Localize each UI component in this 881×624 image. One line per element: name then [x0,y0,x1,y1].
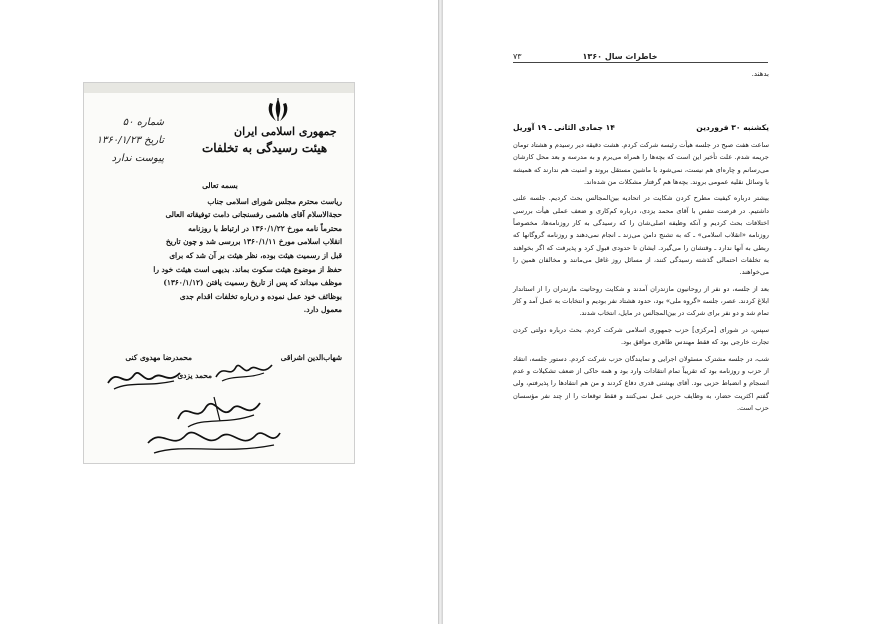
carried-over-line: بدهند. [751,70,769,78]
entry-date-lunar: ۱۴ جمادی الثانی ـ ۱۹ آوریل [513,123,615,132]
signer-name-2: شهاب‌الدین اشراقی [280,353,342,362]
letter-date: تاریخ ۱۳۶۰/۱/۲۳ [96,135,164,146]
letter-line: موظف میداند که پس از تاریخ رسمیت یافتن (۱۳۶۰/۱/۱۲) [163,278,342,288]
emblem-icon [264,97,292,123]
letter-line: انقلاب اسلامی مورخ ۱۳۶۰/۱/۱۱ بررسی شد و چون تاریخ [165,237,342,247]
letter-line: محترماً نامه مورخ ۱۳۶۰/۱/۲۲ در ارتباط با روزنامه [188,223,342,233]
signer-name-1: محمدرضا مهدوی کنی [125,353,192,362]
left-page [0,0,438,624]
journal-text [513,139,769,418]
running-head: خاطرات سال ۱۳۶۰ [582,52,658,61]
page-number: ۷۳ [513,52,522,61]
letter-line: حجة‌الاسلام آقای هاشمی رفسنجانی دامت توفیقاته العالی [165,210,342,220]
letter-salutation: بسمه تعالی [202,181,238,190]
letter-body [98,179,342,317]
signer-name-3: محمد یزدی [177,371,212,380]
letter-line: حفظ از موضوع هیئت سکوت بماند. بدیهی است هیئت خود را [153,264,342,274]
letter-line: ریاست محترم مجلس شورای اسلامی جناب [207,196,342,206]
entry-date-solar: یکشنبه ۳۰ فروردین [696,123,769,132]
signature-4 [144,421,284,459]
letter-attachment: پیوست ندارد [111,153,164,164]
signature-2 [104,363,184,393]
letterhead-line-2: هیئت رسیدگی به تخلفات [202,141,328,155]
journal-paragraph: شب، در جلسه مشترک مسئولان اجرایی و نمایندگان حزب شرکت کردم. دستور جلسه، انتقاد از حزب و روزنامه بود که تقریباً تمام انتقادات وارد بود و همه حاکی از ضعف تشکیلات و عدم انسجام و انضباط حزبی بود. آقای بهشتی قدری دفاع کردند و من هم انتقادها را پذیرفتم، ولی گفتم اکثریت حضار، به وظایف حزبی عمل نمی‌کنند و فقط توقعات را از چند نفر مؤسسان حزب است. [513,354,769,412]
scanned-letter [83,82,355,464]
header-rule [513,62,768,63]
letter-line: بوظائف خود عمل نموده و درباره تخلفات اقدام جدی [179,291,342,301]
journal-paragraph: بیشتر درباره کیفیت مطرح کردن شکایت در اتحادیه بین‌المجالس بحث کردیم. جلسه علنی داشتیم. در فرصت تنفس با آقای محمد یزدی، درباره کم‌کاری و ضعف عملی هیأت بررسی اختلافات بحث کردیم و آنکه وظیفه اصلی‌شان را که رسیدگی به کار روزنامه‌ها، مخصوصاً روزنامه «انقلاب اسلامی» ـ که به تشنج دامن می‌زند ـ انجام نمی‌دهند و روزنامه گروگانها که ربطی به آنها ندارد ـ وقتشان را می‌گیرد. ایشان تا حدودی قبول کرد و پذیرفت که اگر بخواهند به تخلفات احتمالی گذشته رسیدگی کنند، از مسائل روز غافل می‌مانند و مخالفان همین را می‌خواهند. [513,194,769,277]
signature-1 [214,359,274,383]
letter-number: شماره ۵۰ [122,117,164,128]
letter-line: قبل از رسمیت هیئت بوده، نظر هیئت بر آن شد که برای [169,250,342,260]
letter-line: معمول دارد. [303,305,342,315]
scan-top-strip [84,83,354,93]
letterhead-line-1: جمهوری اسلامی ایران [234,125,337,138]
journal-paragraph: بعد از جلسه، دو نفر از روحانیون مازندران آمدند و شکایت روحانیت مازندران را از استاندار ابلاغ کردند. عصر، جلسه «گروه ملی» بود، حدود هشتاد نفر بودیم و انتخابات به عمل آمد و کار تمام شد و دو نفر برای شرکت در بین‌المجالس در مایل، انتخاب شدند. [513,284,769,318]
journal-paragraph: ساعت هفت صبح در جلسه هیأت رئیسه شرکت کردم. هشت دقیقه دیر رسیدم و هشتاد تومان جریمه شدم. علت تأخیر این است که بچه‌ها را همراه می‌برم و به مدرسه و بعد محل کارشان می‌رسانم و چاره‌ای هم نیست، نمی‌شود با ماشین مستقل بروند و امنیت هم ندارند که همیشه با وسائل نقلیه عمومی بروند. بچه‌ها هم گرفتار مشکلات من شده‌اند. [513,141,769,187]
journal-paragraph: سپس، در شورای [مرکزی] حزب جمهوری اسلامی شرکت کردم. بحث درباره دولتی کردن تجارت خارجی بود که فقط مهندس طاهری موافق بود. [513,325,769,347]
